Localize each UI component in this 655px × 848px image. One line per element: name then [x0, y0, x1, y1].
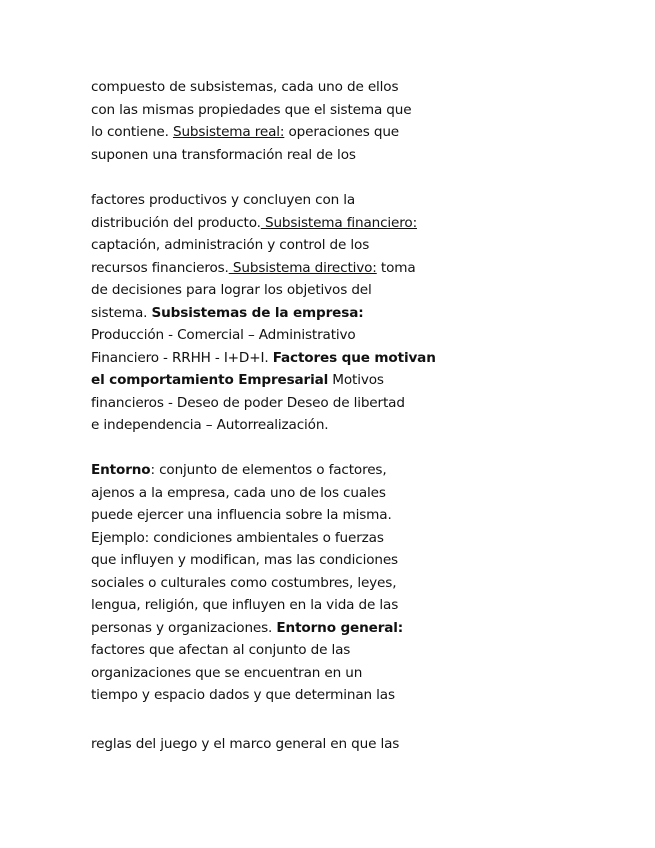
text-run: e independencia – Autorrealización.: [91, 417, 329, 433]
text-run: que influyen y modifican, mas las condiciones: [91, 552, 398, 568]
text-run: lo contiene.: [91, 124, 173, 140]
text-line: [91, 189, 451, 212]
text-line: [91, 279, 451, 302]
text-run: toma: [376, 259, 416, 276]
text-line: [91, 594, 451, 617]
text-run: ajenos a la empresa, cada uno de los cuales: [91, 484, 386, 501]
bold-term: Subsistemas de la empresa:: [151, 304, 364, 321]
paragraph-entorno: [91, 459, 451, 707]
underlined-term: Subsistema directivo:: [228, 259, 377, 276]
text-line: [91, 257, 451, 280]
text-run: suponen una transformación real de los: [91, 146, 356, 163]
text-line: [91, 392, 451, 415]
text-line: [91, 504, 451, 527]
bold-term: Factores que motivan: [272, 349, 436, 366]
text-line: [91, 234, 451, 257]
text-line: [91, 662, 451, 685]
text-run: operaciones que: [284, 124, 400, 140]
text-run: distribución del producto.: [91, 214, 261, 231]
text-run: captación, administración y control de los: [91, 237, 370, 253]
text-run: recursos financieros.: [91, 259, 229, 276]
text-line: [91, 99, 451, 122]
text-run: Ejemplo: condiciones ambientales o fuerzas: [91, 529, 384, 546]
text-run: organizaciones que se encuentran en un: [91, 664, 363, 681]
text-run: compuesto de subsistemas, cada uno de ellos: [91, 79, 399, 95]
paragraph-subsistemas-empresa: [91, 189, 451, 437]
text-line: [91, 347, 451, 370]
text-run: factores que afectan al conjunto de las: [91, 642, 351, 658]
underlined-term: Subsistema financiero:: [260, 214, 418, 231]
text-line: [91, 369, 451, 392]
text-run: de decisiones para lograr los objetivos del: [91, 282, 372, 298]
text-line: [91, 76, 451, 99]
text-run: : conjunto de elementos o factores,: [150, 462, 387, 478]
text-run: Financiero - RRHH - I+D+I.: [91, 349, 273, 366]
text-run: personas y organizaciones.: [91, 619, 277, 636]
paragraph-entorno-continuation: [91, 733, 451, 756]
text-run: puede ejercer una influencia sobre la misma.: [91, 507, 392, 523]
text-run: sistema.: [91, 304, 152, 321]
text-line: [91, 639, 451, 662]
text-line: [91, 527, 451, 550]
text-run: lengua, religión, que influyen en la vida de las: [91, 597, 399, 613]
text-run: sociales o culturales como costumbres, leyes,: [91, 574, 397, 591]
text-line: [91, 482, 451, 505]
text-line: [91, 414, 451, 437]
bold-term: el comportamiento Empresarial: [91, 372, 329, 388]
text-line: [91, 459, 451, 482]
underlined-term: Subsistema real:: [172, 124, 285, 140]
text-line: [91, 144, 451, 167]
text-run: Motivos: [328, 372, 384, 388]
text-line: [91, 684, 451, 707]
text-run: financieros - Deseo de poder Deseo de libertad: [91, 394, 405, 411]
text-line: [91, 572, 451, 595]
paragraph-subsistemas-intro: [91, 76, 451, 166]
text-line: [91, 302, 451, 325]
text-run: factores productivos y concluyen con la: [91, 192, 356, 208]
text-line: [91, 617, 451, 640]
text-line: [91, 549, 451, 572]
text-run: Producción - Comercial – Administrativo: [91, 327, 356, 343]
text-run: tiempo y espacio dados y que determinan las: [91, 687, 395, 703]
text-line: [91, 324, 451, 347]
text-run: reglas del juego y el marco general en que las: [91, 736, 400, 752]
bold-term: Entorno general:: [276, 619, 404, 636]
text-line: [91, 121, 451, 144]
bold-term: Entorno: [91, 462, 151, 478]
text-line: [91, 733, 451, 756]
text-line: [91, 212, 451, 235]
text-run: con las mismas propiedades que el sistema que: [91, 101, 412, 118]
